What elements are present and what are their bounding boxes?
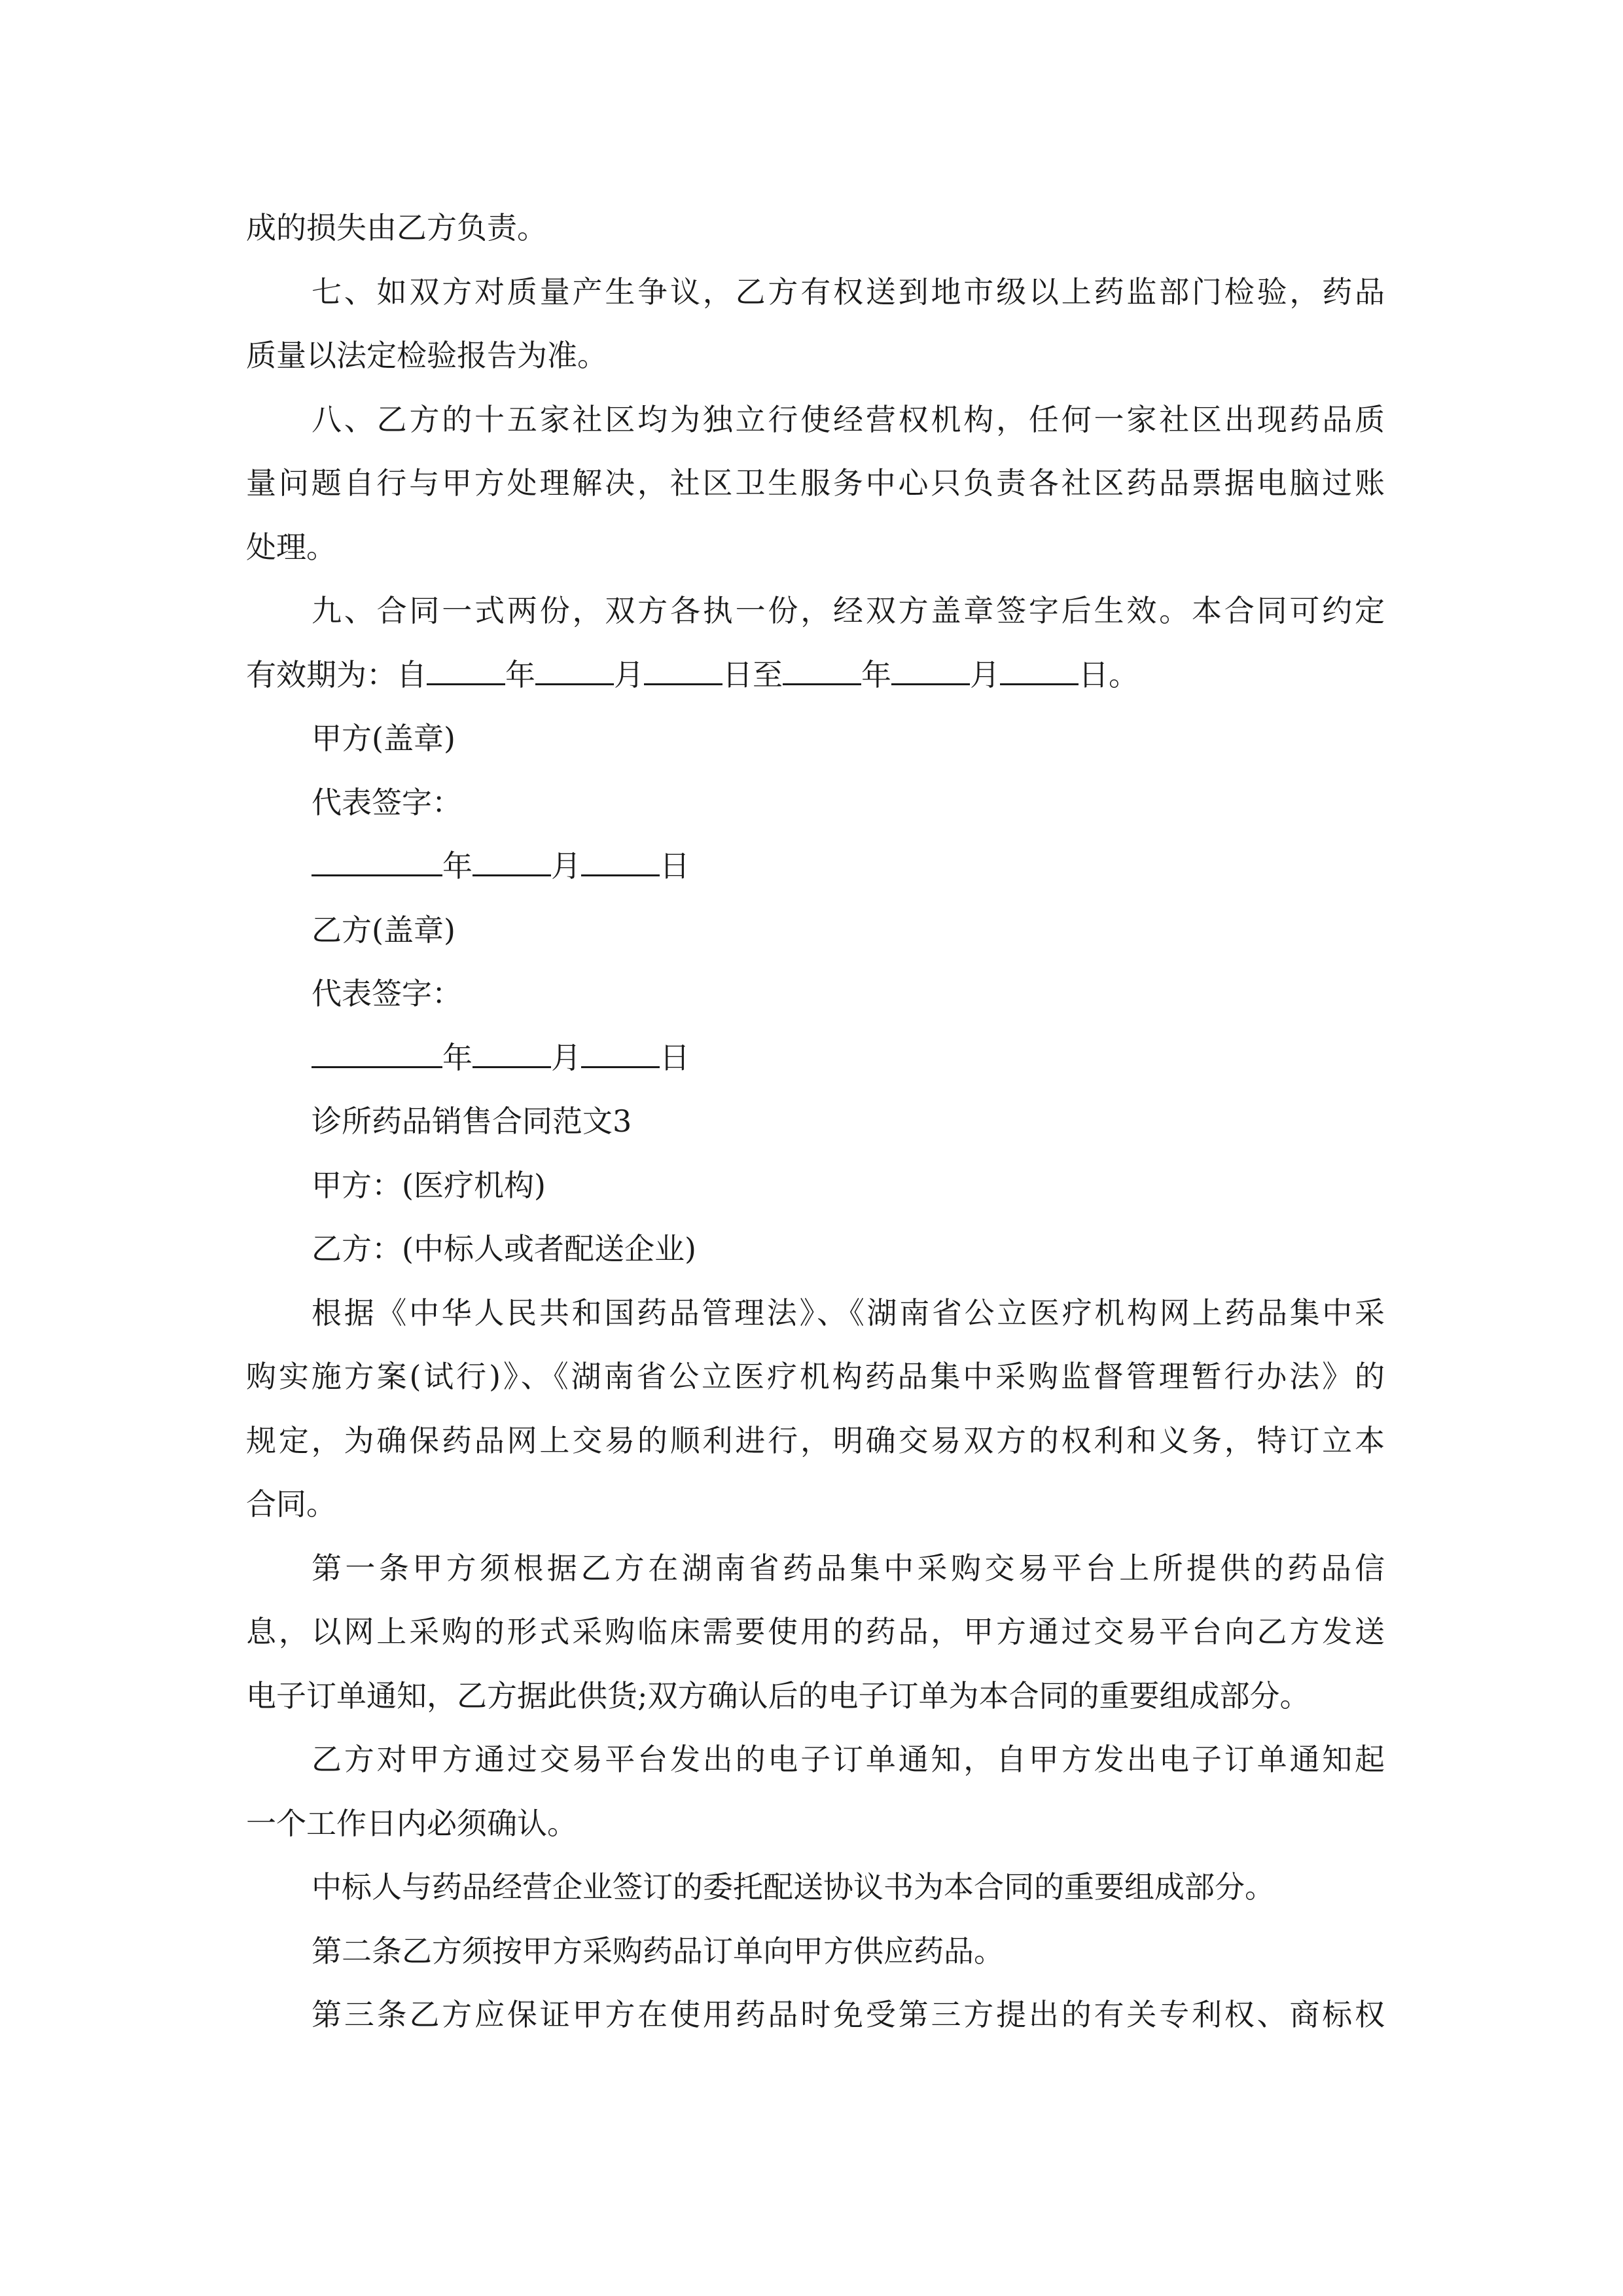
blank-field bbox=[427, 657, 505, 685]
paragraph-line: 八、乙方的十五家社区均为独立行使经营权机构，任何一家社区出现药品质 bbox=[312, 402, 1385, 437]
year-label: 年 bbox=[505, 657, 535, 692]
month-label: 月 bbox=[551, 1040, 581, 1075]
party-b-line: 乙方：(中标人或者配送企业) bbox=[312, 1231, 696, 1266]
blank-field bbox=[783, 657, 861, 685]
month-label: 月 bbox=[551, 848, 581, 884]
party-a-seal: 甲方(盖章) bbox=[312, 721, 455, 756]
day-label: 日 bbox=[660, 848, 690, 884]
party-b-seal: 乙方(盖章) bbox=[312, 912, 455, 948]
paragraph-line: 质量以法定检验报告为准。 bbox=[246, 338, 607, 373]
blank-field bbox=[312, 1040, 442, 1068]
paragraph-line: 根据《中华人民共和国药品管理法》、《湖南省公立医疗机构网上药品集中采 bbox=[312, 1295, 1385, 1331]
year-label: 年 bbox=[861, 657, 891, 692]
blank-field bbox=[473, 848, 551, 876]
month-label: 月 bbox=[970, 657, 1000, 692]
paragraph-line: 成的损失由乙方负责。 bbox=[246, 210, 547, 245]
paragraph-line: 量问题自行与甲方处理解决，社区卫生服务中心只负责各社区药品票据电脑过账 bbox=[246, 465, 1385, 501]
party-a-date bbox=[312, 846, 1385, 886]
paragraph-line: 一个工作日内必须确认。 bbox=[246, 1806, 577, 1841]
paragraph-line: 第二条乙方须按甲方采购药品订单向甲方供应药品。 bbox=[312, 1933, 1004, 1969]
day-to-label: 日至 bbox=[722, 657, 783, 692]
blank-field bbox=[644, 657, 722, 685]
day-end-label: 日。 bbox=[1079, 657, 1139, 692]
blank-field bbox=[1000, 657, 1079, 685]
blank-field bbox=[535, 657, 614, 685]
party-b-signature: 代表签字： bbox=[312, 976, 462, 1011]
paragraph-line: 合同。 bbox=[246, 1486, 336, 1522]
paragraph-line: 第一条甲方须根据乙方在湖南省药品集中采购交易平台上所提供的药品信 bbox=[312, 1551, 1385, 1586]
section-title: 诊所药品销售合同范文3 bbox=[312, 1103, 632, 1139]
month-label: 月 bbox=[614, 657, 644, 692]
blank-field bbox=[581, 1040, 660, 1068]
blank-field bbox=[891, 657, 970, 685]
paragraph-line: 第三条乙方应保证甲方在使用药品时免受第三方提出的有关专利权、商标权 bbox=[312, 1997, 1385, 2032]
party-a-line: 甲方：(医疗机构) bbox=[312, 1168, 546, 1203]
paragraph-line: 九、合同一式两份，双方各执一份，经双方盖章签字后生效。本合同可约定 bbox=[312, 593, 1385, 628]
day-label: 日 bbox=[660, 1040, 690, 1075]
year-label: 年 bbox=[442, 848, 473, 884]
blank-field bbox=[312, 848, 442, 876]
blank-field bbox=[581, 848, 660, 876]
party-b-date bbox=[312, 1038, 1385, 1077]
paragraph-line: 中标人与药品经营企业签订的委托配送协议书为本合同的重要组成部分。 bbox=[312, 1869, 1275, 1905]
paragraph-line: 七、如双方对质量产生争议，乙方有权送到地市级以上药监部门检验，药品 bbox=[312, 274, 1385, 310]
blank-field bbox=[473, 1040, 551, 1068]
year-label: 年 bbox=[442, 1040, 473, 1075]
paragraph-line: 规定，为确保药品网上交易的顺利进行，明确交易双方的权利和义务，特订立本 bbox=[246, 1423, 1385, 1458]
validity-prefix: 有效期为：自 bbox=[246, 657, 427, 692]
paragraph-line: 息，以网上采购的形式采购临床需要使用的药品，甲方通过交易平台向乙方发送 bbox=[246, 1614, 1385, 1649]
validity-line bbox=[246, 655, 1385, 694]
paragraph-line: 电子订单通知，乙方据此供货;双方确认后的电子订单为本合同的重要组成部分。 bbox=[246, 1678, 1310, 1713]
paragraph-line: 处理。 bbox=[246, 529, 336, 565]
party-a-signature: 代表签字： bbox=[312, 785, 462, 820]
paragraph-line: 购实施方案(试行)》、《湖南省公立医疗机构药品集中采购监督管理暂行办法》的 bbox=[246, 1359, 1385, 1394]
paragraph-line: 乙方对甲方通过交易平台发出的电子订单通知，自甲方发出电子订单通知起 bbox=[312, 1742, 1385, 1777]
